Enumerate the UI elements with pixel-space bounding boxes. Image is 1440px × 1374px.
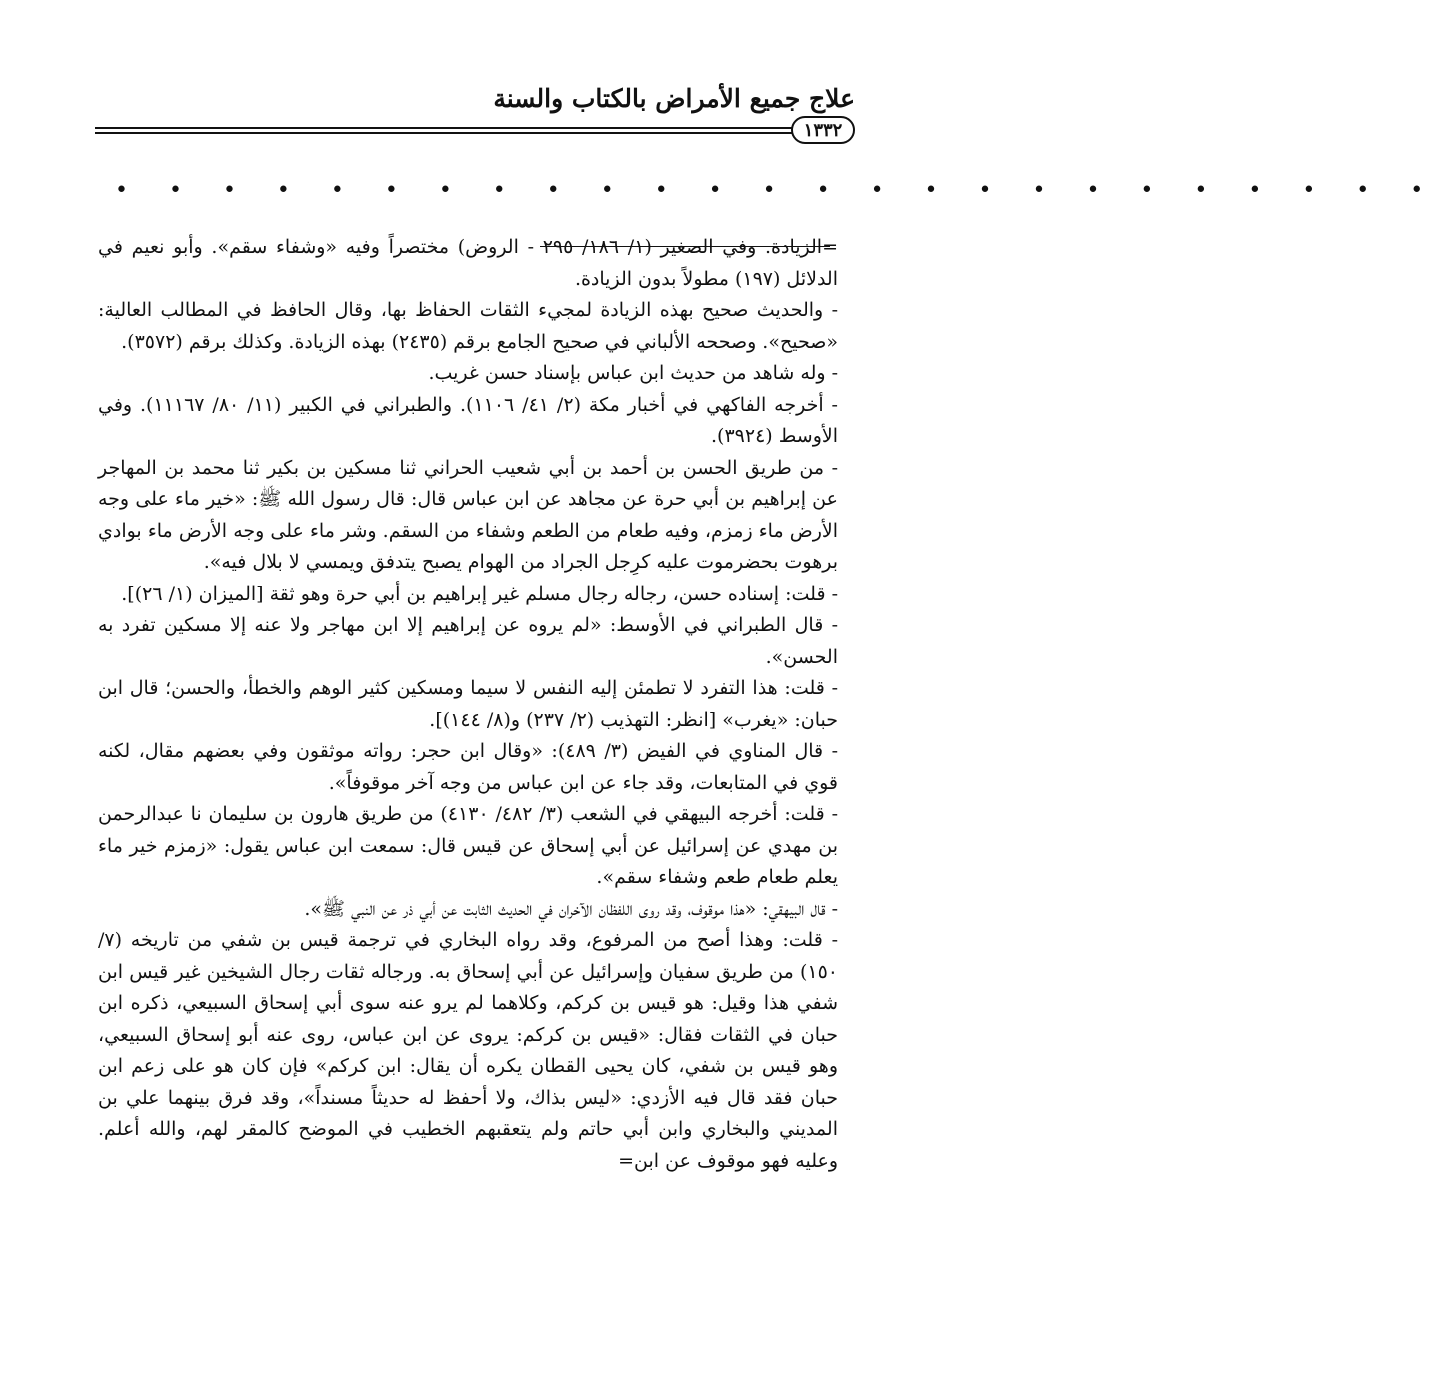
paragraph: - قلت: هذا التفرد لا تطمئن إليه النفس لا سيما ومسكين كثير الوهم والخطأ، والحسن؛ قال ابن حبان: «يغرب» [انظر: التهذيب (٢/ ٢٣٧) و(٨/ ١٤٤)]. [98, 677, 838, 731]
paragraph: - وله شاهد من حديث ابن عباس بإسناد حسن غريب. [428, 362, 838, 384]
footnote-text [98, 232, 838, 1177]
running-title: علاج جميع الأمراض بالكتاب والسنة [493, 84, 855, 113]
header-rule [95, 127, 813, 134]
paragraph: - والحديث صحيح بهذه الزيادة لمجيء الثقات الحفاظ بها، وقال الحافظ في المطالب العالية: «صحيح». وصححه الألباني في صحيح الجامع برقم (٢٤٣٥) بهذه الزيادة. وكذلك برقم (٣٥٧٢). [98, 299, 838, 353]
paragraph: - قلت: أخرجه البيهقي في الشعب (٣/ ٤٨٢/ ٤١٣٠) من طريق هارون بن سليمان نا عبدالرحمن بن مهدي عن إسرائيل عن أبي إسحاق عن قيس قال: سمعت ابن عباس يقول: «زمزم خير ماء يعلم طعام طعم وشفاء سقم». [98, 803, 838, 888]
paragraph: - قال الطبراني في الأوسط: «لم يروه عن إبراهيم إلا ابن مهاجر ولا عنه إلا مسكين تفرد به الحسن». [98, 614, 838, 668]
paragraph: - قال المناوي في الفيض (٣/ ٤٨٩): «وقال ابن حجر: رواته موثقون وفي بعضهم مقال، لكنه قوي في المتابعات، وقد جاء عن ابن عباس من وجه آخر موقوفاً». [98, 740, 838, 794]
paragraph: - من طريق الحسن بن أحمد بن أبي شعيب الحراني ثنا مسكين بن بكير ثنا محمد بن المهاجر عن إبراهيم بن أبي حرة عن مجاهد عن ابن عباس قال: قال رسول الله ﷺ: «خير ماء على وجه الأرض ماء زمزم، وفيه طعام من الطعم وشفاء من السقم. وشر ماء على وجه الأرض ماء بوادي برهوت بحضرموت عليه كرِجل الجراد من الهوام يصبح يتدفق ويمسي لا بلال فيه». [98, 456, 838, 573]
paragraph: - قلت: وهذا أصح من المرفوع، وقد رواه البخاري في ترجمة قيس بن شفي من تاريخه (٧/ ١٥٠) من طريق سفيان وإسرائيل عن أبي إسحاق به. ورجاله ثقات رجال الشيخين غير قيس ابن شفي هذا وقيل: هو قيس بن كركم، وكلاهما لم يرو عنه سوى أبي إسحاق السبيعي، ذكره ابن حبان في الثقات فقال: «قيس بن كركم: يروى عن ابن عباس، روى عنه أبو إسحاق السبيعي، وهو قيس بن شفي، كان يحيى القطان يكره أن يقال: ابن كركم» فإن كان هو على زعم ابن حبان فقد قال فيه الأزدي: «ليس بذاك، ولا أحفظ له حديثاً مسنداً»، وقد فرق بينهما علي بن المديني والبخاري وابن أبي حاتم ولم يتعقبهم الخطيب في الموضح كالمقر لهم، والله أعلم. وعليه فهو موقوف عن ابن= [98, 929, 838, 1172]
dotted-separator: • • • • • • • • • • • • • • • • • • • • • • • • • [115, 178, 1440, 203]
paragraph: - قلت: إسناده حسن، رجاله رجال مسلم غير إبراهيم بن أبي حرة وهو ثقة [الميزان (١/ ٢٦)]. [121, 582, 838, 605]
page-number: ١٣٣٢ [791, 116, 855, 144]
paragraph: - قال البيهقي: «هذا موقوف، وقد روى اللفظان الآخران في الحديث الثابت عن أبي ذر عن النبي ﷺ». [304, 897, 838, 920]
page-header [95, 78, 855, 148]
paragraph: - أخرجه الفاكهي في أخبار مكة (٢/ ٤١/ ١١٠٦). والطبراني في الكبير (١١/ ٨٠/ ١١١٦٧). وفي الأوسط (٣٩٢٤). [98, 393, 838, 447]
paragraph: =الزيادة. وفي الصغير (١/ ١٨٦/ ٢٩٥ - الروض) مختصراً وفيه «وشفاء سقم». وأبو نعيم في الدلائل (١٩٧) مطولاً بدون الزيادة. [98, 236, 839, 290]
